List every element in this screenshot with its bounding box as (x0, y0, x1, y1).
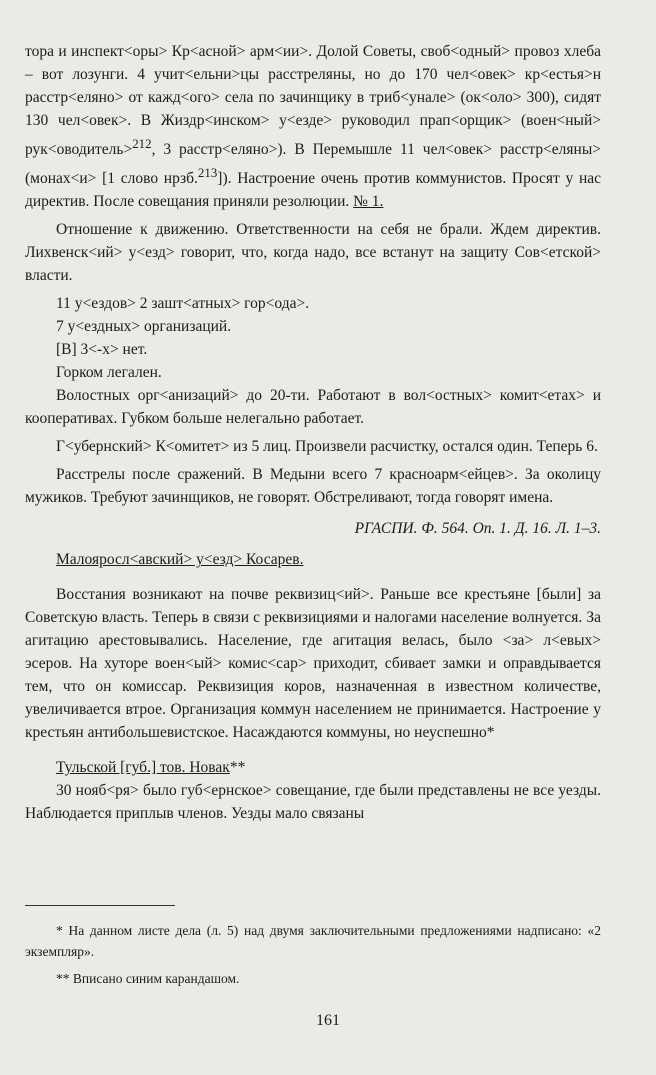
footnote: ** Вписано синим карандашом. (56, 971, 240, 986)
archive-source: РГАСПИ. Ф. 564. Оп. 1. Д. 16. Л. 1–3. (354, 520, 601, 538)
paragraph: Отношение к движению. Ответственности на себя не брали. Ждем директив. Лихвенск<ий> у<езд> говорит, что, когда надо, все встанут на защиту Сов<етской> власти. (25, 221, 601, 285)
body-text (25, 40, 601, 825)
footnote: * На данном листе дела (л. 5) над двумя заключительными предложениями надписано: «2 экземпляр». (25, 923, 601, 959)
footnote-ref: 213 (197, 165, 218, 181)
paragraph: Г<убернский> К<омитет> из 5 лиц. Произвели расчистку, остался один. Теперь 6. (56, 438, 598, 456)
paragraph: [В] 3<-х> нет. (56, 341, 148, 359)
footnote-ref: * (486, 724, 495, 742)
page-number: 161 (316, 1012, 340, 1029)
section-heading: Малояросл<авский> у<езд> Косарев. (56, 551, 304, 569)
paragraph: 11 у<ездов> 2 зашт<атных> гор<ода>. (56, 295, 310, 313)
section-heading: Тульской [губ.] тов. Новак** (56, 759, 246, 777)
footnote-ref: 212 (132, 136, 152, 151)
paragraph: Волостных орг<анизаций> до 20-ти. Работают в вол<остных> комит<етах> и кооперативах. Губком больше нелегально работает. (25, 387, 601, 428)
paragraph: Горком легален. (56, 364, 162, 382)
paragraph: Расстрелы после сражений. В Медыни всего 7 красноарм<ейцев>. За околицу мужиков. Требуют зачинщиков, не говорят. Обстреливают, тогда говорят имена. (25, 466, 601, 507)
footnotes (25, 920, 601, 995)
footnote-ref: ** (229, 759, 246, 777)
paragraph: 7 у<ездных> организаций. (56, 318, 232, 336)
footnote-divider (25, 905, 175, 906)
paragraph: Восстания возникают на почве реквизиц<ий>. Раньше все крестьяне [были] за Советскую власть. Теперь в связи с реквизициями и налогами население волнуется. За агитацию арестовывались. Население, где агитация велась, было <за> л<евых> эсеров. На хуторе воен<ый> комис<сар> приходит, сбивает замки и оправдывается тем, что он комиссар. Реквизиция коров, назначенная в известном количестве, увеличивается втрое. Организация коммун населением не принимается. Настроение у крестьян антибольшевистское. Насаждаются коммуны, но неуспешно* (25, 586, 601, 742)
paragraph: 30 нояб<ря> было губ<ернское> совещание, где были представлены не все уезды. Наблюдается приплыв членов. Уезды мало связаны (25, 782, 601, 823)
resolution-number: № 1. (353, 193, 384, 211)
paragraph: тора и инспект<оры> Кр<асной> арм<ии>. Долой Советы, своб<одный> провоз хлеба – вот лозунги. 4 учит<ельни>цы расстреляны, но до 170 чел<овек> кр<естья>н расстр<еляно> от кажд<ого> села по зачинщику в триб<унале> (ок<оло> 300), сидят 130 чел<овек>. В Жиздр<инском> у<езде> руководил прап<орщик> (воен<ный> рук<оводитель>$^{212}$, 3 расстр<еляно>). В Перемышле 11 чел<овек> расстр<еляны> (монах<и> [1 слово нрзб.$^{213}$]). Настроение очень против коммунистов. Просят у нас директив. После совещания приняли резолюции. № 1. (25, 43, 602, 211)
